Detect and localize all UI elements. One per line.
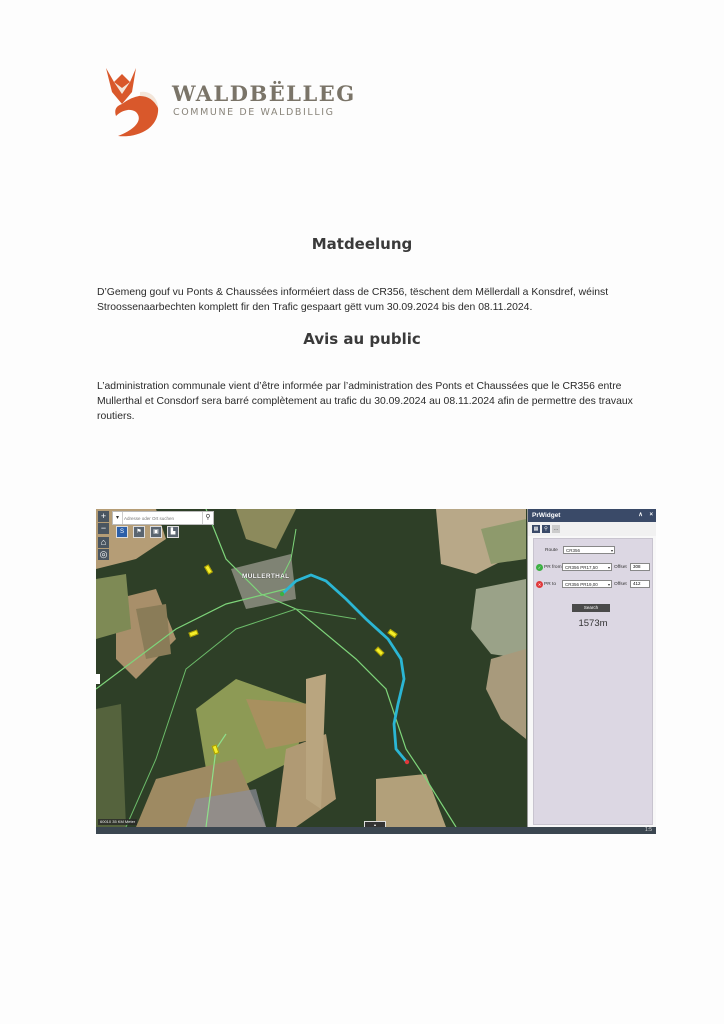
end-marker-icon: ✕ [537,582,542,587]
pr-to-select[interactable] [562,580,612,588]
side-panel-toggle[interactable] [96,674,100,684]
map-screenshot [96,509,656,834]
scale-bar: 60010 35 KM Meter [100,819,136,824]
to-offset-input[interactable] [630,580,650,588]
field [96,704,126,827]
home-icon[interactable]: ⌂ [98,537,109,548]
place-label-mullerthal: MULLERTHAL [242,573,290,580]
pr-from-value: CR356 PR17,50 [565,565,598,570]
widget-title: PrWidget [532,512,561,519]
chevron-down-icon: ▾ [607,565,610,570]
field [96,574,131,639]
zoom-in-button[interactable]: + [98,511,109,522]
pr-widget-panel [527,509,656,829]
to-offset-label: Offset [614,582,627,587]
map-search [112,511,214,525]
start-marker-icon: ✓ [537,565,542,570]
widget-body [533,538,653,825]
route-select[interactable] [563,546,615,554]
notice-text-fr: L’administration communale vient d’être informée par l’administration des Ponts et Chaussées que le CR356 entre Mullerthal et Consdorf sera barré complètement au trafic du 30.09.2024 au 08.11.2024 afin de permettre des travaux routiers. [97,381,633,422]
bottom-panel-toggle[interactable]: ▴ [364,821,386,827]
pr-from-select[interactable] [562,563,612,571]
map-status-bar [96,827,656,834]
route-label: Route [545,548,558,553]
address-search-input[interactable] [124,512,200,524]
notice-title-fr: Avis au public [303,330,421,348]
print-tool-button[interactable]: ▙ [167,526,179,538]
layers-tool-button[interactable]: S [116,526,128,538]
pin-icon[interactable]: ⚲ [542,525,550,533]
map-scale-ratio: 1:5 [645,827,652,833]
close-icon[interactable]: × [649,512,653,518]
draw-tool-button[interactable]: ▣ [150,526,162,538]
route-start-marker [280,592,284,596]
more-icon[interactable]: … [553,526,559,532]
grid-icon[interactable]: ▦ [533,526,539,532]
pr-from-label: PR from [544,565,562,570]
route-end-marker [405,760,409,764]
from-offset-input[interactable] [630,563,650,571]
commune-logo [100,64,356,140]
pr-to-label: PR to [544,582,556,587]
collapse-icon[interactable]: ∧ [638,512,643,518]
pr-to-value: CR356 PR19,00 [565,582,598,587]
zoom-out-button[interactable]: − [98,523,109,534]
search-dropdown-icon[interactable]: ▾ [113,512,123,524]
search-button[interactable]: Search [572,604,610,612]
locate-icon[interactable]: ◎ [99,549,108,559]
chevron-down-icon: ▾ [607,582,610,587]
chevron-down-icon: ▾ [610,548,613,553]
from-offset-label: Offset [614,565,627,570]
notice-title-lb: Matdeelung [311,235,413,253]
distance-result: 1573m [578,618,608,629]
measure-tool-button[interactable]: ⚑ [133,526,145,538]
commune-name: WALDBËLLEG [172,81,356,106]
widget-header [528,509,656,522]
satellite-map [96,509,527,827]
notice-text-lb: D’Gemeng gouf vu Ponts & Chaussées informéiert dass de CR356, tëschent dem Mëllerdall a Konsdref, wéinst Stroossenaarbechten komplett fir den Trafic gespaart gëtt vum 30.09.2024 bis den 08.11.2024. [97,287,609,313]
route-select-value: CR356 [566,548,581,553]
commune-subtitle: COMMUNE DE WALDBILLIG [173,107,335,118]
fox-logo-icon [100,64,164,140]
widget-toolbar [528,522,656,536]
search-icon[interactable]: ⚲ [202,512,213,524]
